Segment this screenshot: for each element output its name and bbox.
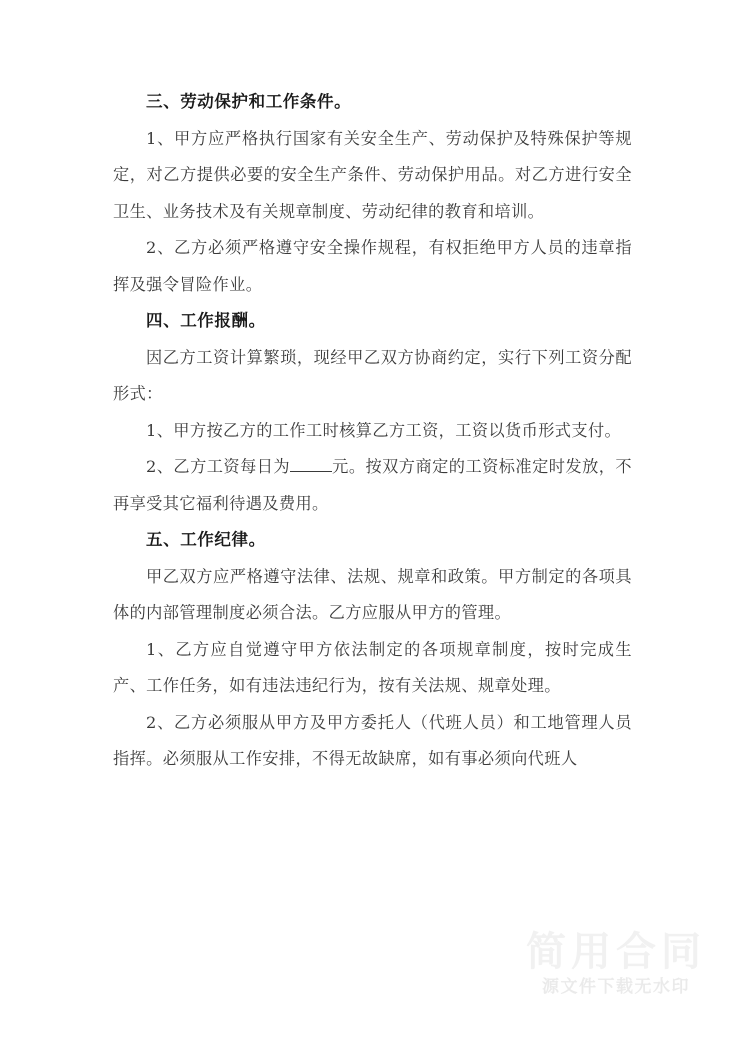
section-heading: 五、工作纪律。 [146,530,266,549]
wage-clause-suffix: 元。按双方商定的工资标准定时发放，不再享受其它福利待遇及费用。 [113,457,632,513]
section-work-discipline [113,522,632,778]
section-paragraph: 甲乙双方应严格遵守法律、法规、规章和政策。甲方制定的各项具体的内部管理制度必须合法。乙方应服从甲方的管理。 [113,566,632,622]
section-paragraph: 2、乙方必须严格遵守安全操作规程，有权拒绝甲方人员的违章指挥及强令冒险作业。 [113,238,632,294]
section-heading: 四、工作报酬。 [146,311,266,330]
watermark [526,930,706,1001]
section-heading: 三、劳动保护和工作条件。 [146,92,352,111]
wage-clause-prefix: 2、乙方工资每日为 [146,457,291,476]
watermark-sub-text: 源文件下载无水印 [542,976,690,997]
section-labor-protection [113,84,632,303]
section-paragraph: 2、乙方必须服从甲方及甲方委托人（代班人员）和工地管理人员指挥。必须服从工作安排，不得无故缺席，如有事必须向代班人 [113,712,632,768]
wage-amount-blank[interactable] [290,471,332,472]
section-paragraph: 1、甲方应严格执行国家有关安全生产、劳动保护及特殊保护等规定，对乙方提供必要的安全生产条件、劳动保护用品。对乙方进行安全卫生、业务技术及有关规章制度、劳动纪律的教育和培训。 [113,128,632,221]
section-paragraph: 1、甲方按乙方的工作工时核算乙方工资，工资以货币形式支付。 [146,420,622,440]
section-paragraph: 因乙方工资计算繁琐，现经甲乙双方协商约定，实行下列工资分配形式： [113,347,632,403]
section-work-compensation [113,303,632,522]
watermark-main-text: 简用合同 [526,928,706,975]
document-body [113,84,632,778]
wage-clause-paragraph [113,449,632,522]
section-paragraph: 1、乙方应自觉遵守甲方依法制定的各项规章制度，按时完成生产、工作任务，如有违法违纪行为，按有关法规、规章处理。 [113,639,632,695]
